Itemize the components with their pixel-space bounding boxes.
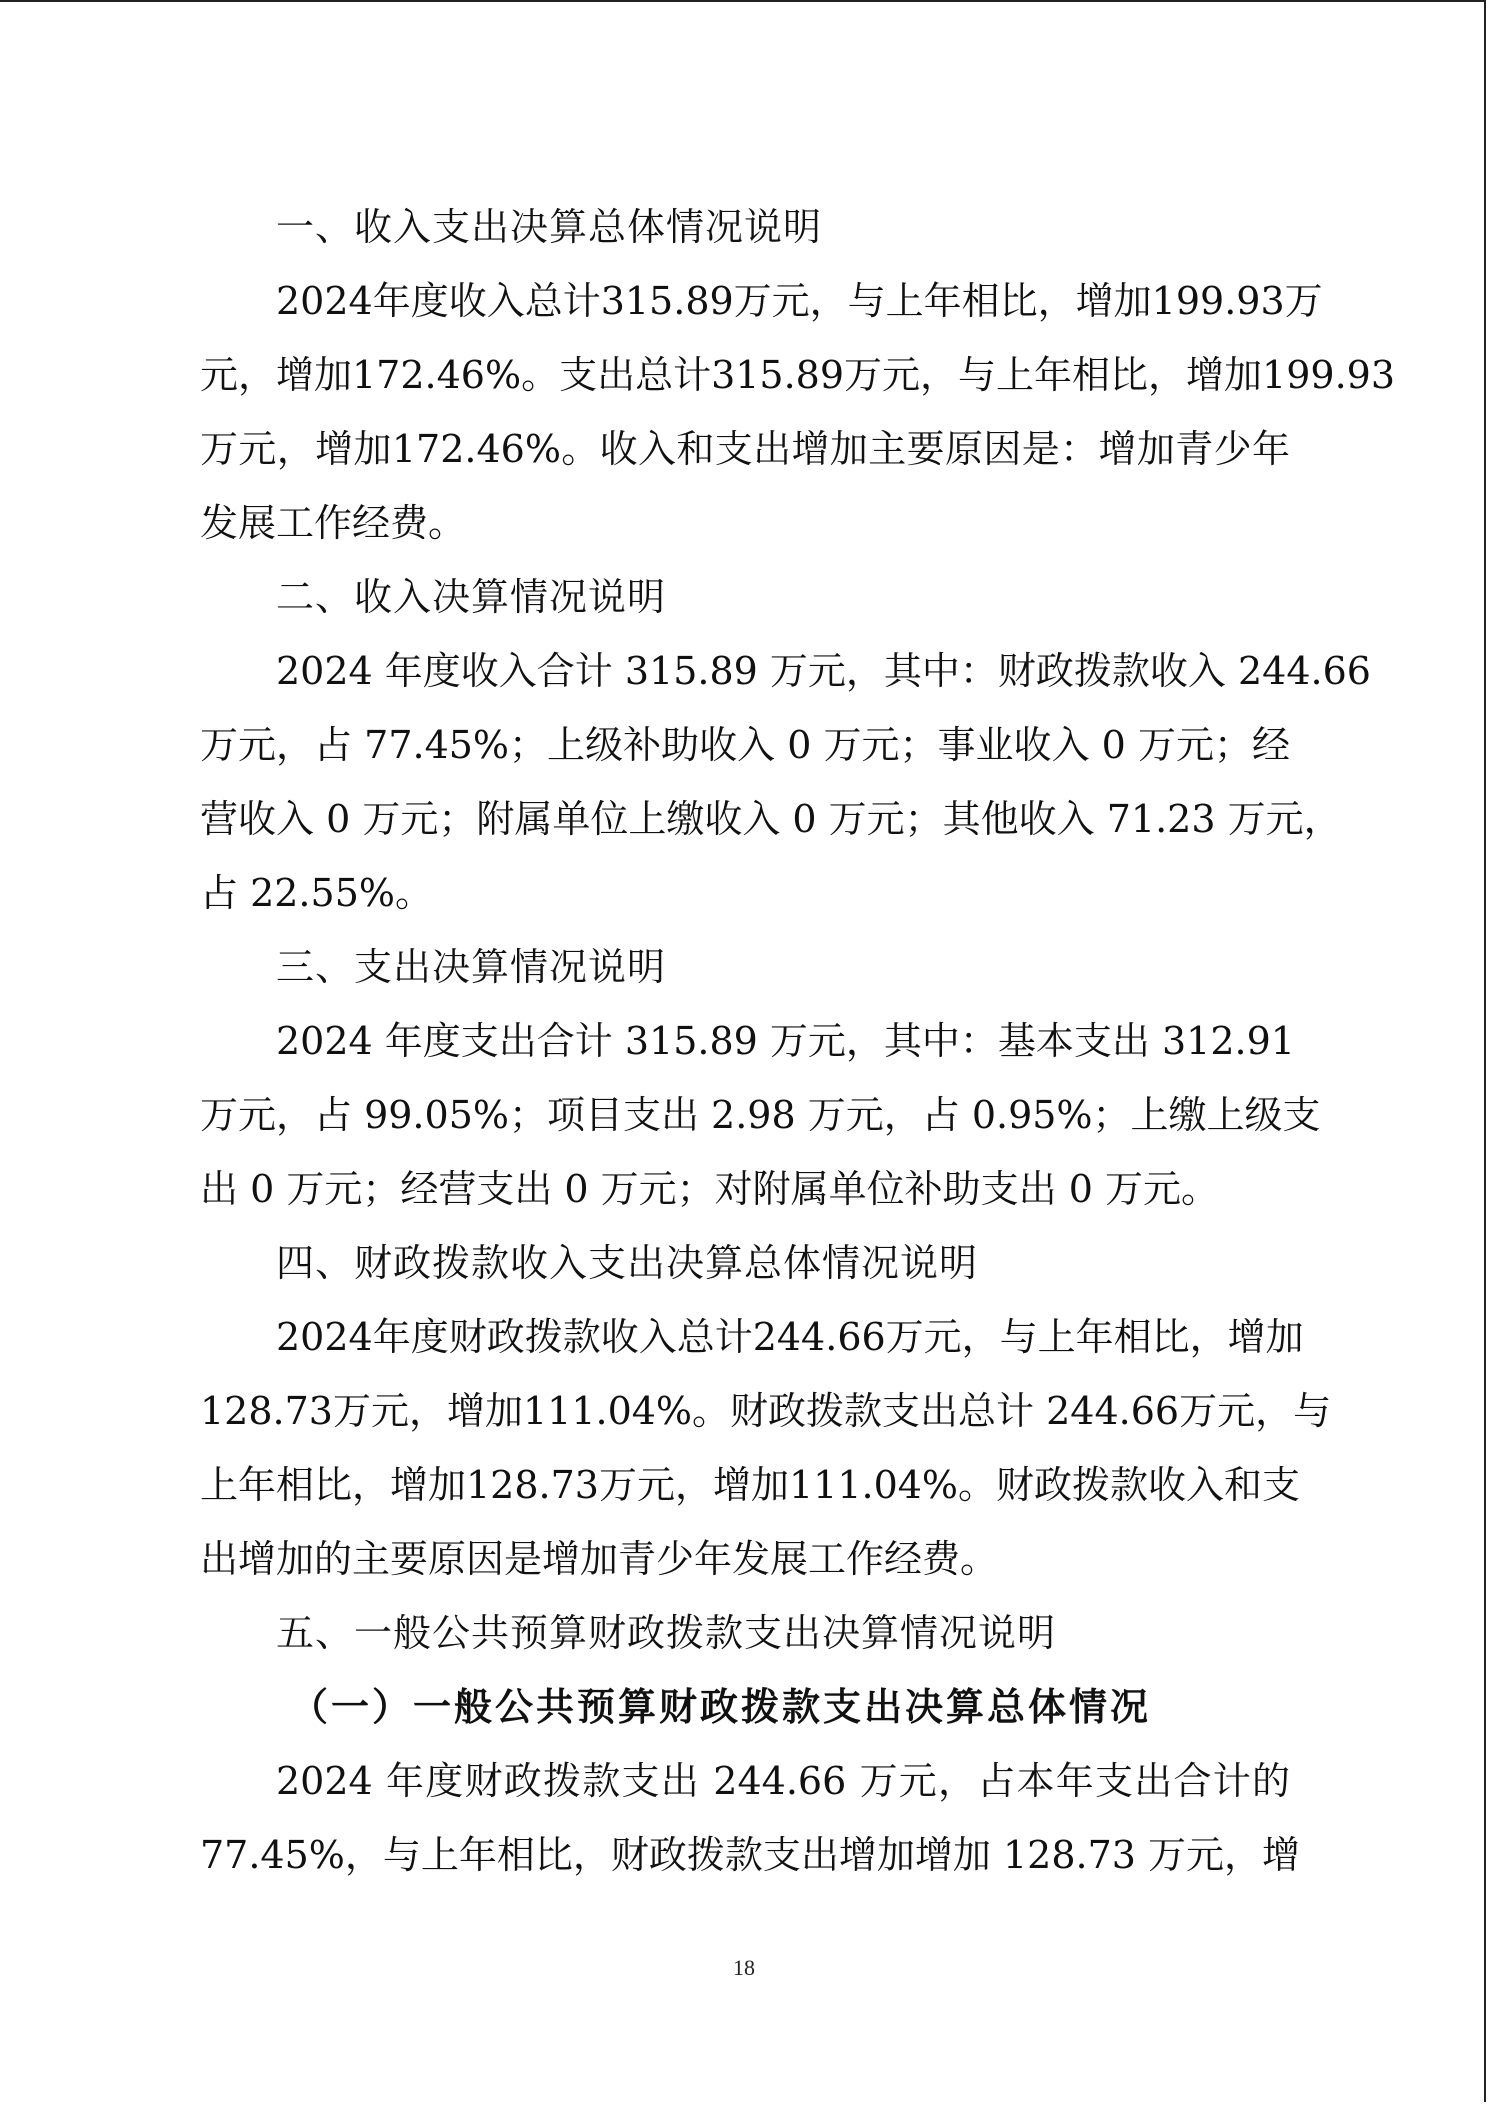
section-heading-1: 一、收入支出决算总体情况说明	[276, 205, 823, 249]
paragraph-line: 占 22.55%。	[200, 871, 433, 915]
section-subheading-5-1: （一）一般公共预算财政拨款支出决算总体情况	[290, 1684, 1152, 1729]
section-heading-3: 三、支出决算情况说明	[276, 945, 667, 989]
section-heading-5: 五、一般公共预算财政拨款支出决算情况说明	[276, 1611, 1057, 1655]
paragraph-line: 2024 年度财政拨款支出 244.66 万元，占本年支出合计的	[276, 1759, 1290, 1803]
paragraph-line: 2024年度收入总计315.89万元，与上年相比，增加199.93万	[276, 279, 1323, 323]
paragraph-line: 万元，增加172.46%。收入和支出增加主要原因是：增加青少年	[200, 427, 1290, 471]
paragraph-line: 2024 年度支出合计 315.89 万元，其中：基本支出 312.91	[276, 1019, 1295, 1063]
page-number: 18	[733, 1955, 755, 1980]
paragraph-line: 万元，占 99.05%；项目支出 2.98 万元，占 0.95%；上缴上级支	[200, 1093, 1321, 1137]
paragraph-line: 128.73万元，增加111.04%。财政拨款支出总计 244.66万元，与	[200, 1389, 1332, 1433]
paragraph-line: 77.45%，与上年相比，财政拨款支出增加增加 128.73 万元，增	[200, 1833, 1301, 1877]
document-body	[200, 190, 1395, 1892]
paragraph-line: 出增加的主要原因是增加青少年发展工作经费。	[200, 1537, 999, 1581]
paragraph-line: 2024年度财政拨款收入总计244.66万元，与上年相比，增加	[276, 1315, 1304, 1359]
paragraph-line: 上年相比，增加128.73万元，增加111.04%。财政拨款收入和支	[200, 1463, 1301, 1507]
paragraph-line: 万元，占 77.45%；上级补助收入 0 万元；事业收入 0 万元；经	[200, 723, 1290, 767]
section-heading-2: 二、收入决算情况说明	[276, 575, 667, 619]
paragraph-line: 营收入 0 万元；附属单位上缴收入 0 万元；其他收入 71.23 万元，	[200, 797, 1342, 841]
section-paragraph-5	[200, 1744, 1301, 1892]
paragraph-line: 元，增加172.46%。支出总计315.89万元，与上年相比，增加199.93	[200, 353, 1395, 397]
section-paragraph-1	[200, 264, 1395, 560]
section-paragraph-3	[200, 1004, 1321, 1226]
paragraph-line: 出 0 万元；经营支出 0 万元；对附属单位补助支出 0 万元。	[200, 1167, 1220, 1211]
section-paragraph-2	[200, 634, 1371, 930]
section-paragraph-4	[200, 1300, 1332, 1596]
section-heading-4: 四、财政拨款收入支出决算总体情况说明	[276, 1241, 979, 1285]
paragraph-line: 2024 年度收入合计 315.89 万元，其中：财政拨款收入 244.66	[276, 649, 1371, 693]
paragraph-line: 发展工作经费。	[200, 501, 467, 545]
